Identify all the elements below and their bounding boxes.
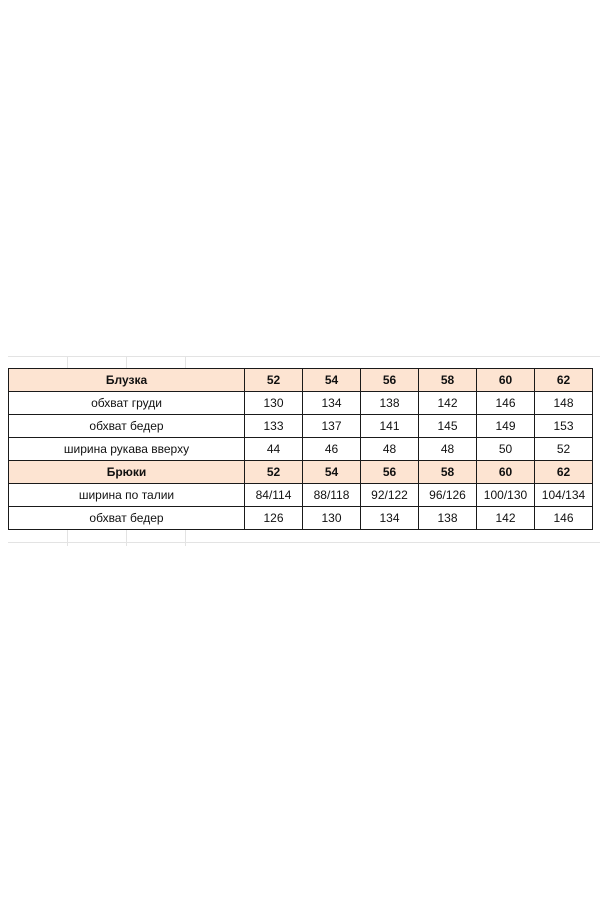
section-header-row — [9, 369, 593, 392]
row-label: обхват груди — [9, 392, 245, 415]
size-header: 52 — [245, 369, 303, 392]
table-row — [9, 484, 593, 507]
size-header: 62 — [535, 461, 593, 484]
section-title: Брюки — [9, 461, 245, 484]
cell-value: 84/114 — [245, 484, 303, 507]
row-label: ширина по талии — [9, 484, 245, 507]
cell-value: 126 — [245, 507, 303, 530]
cell-value: 44 — [245, 438, 303, 461]
size-header: 52 — [245, 461, 303, 484]
cell-value: 145 — [419, 415, 477, 438]
cell-value: 142 — [419, 392, 477, 415]
cell-value: 133 — [245, 415, 303, 438]
size-header: 60 — [477, 461, 535, 484]
cell-value: 50 — [477, 438, 535, 461]
cell-value: 137 — [303, 415, 361, 438]
cell-value: 134 — [361, 507, 419, 530]
cell-value: 146 — [535, 507, 593, 530]
cell-value: 153 — [535, 415, 593, 438]
size-header: 54 — [303, 461, 361, 484]
gridline — [8, 356, 600, 357]
table-row — [9, 438, 593, 461]
cell-value: 138 — [419, 507, 477, 530]
cell-value: 142 — [477, 507, 535, 530]
table-row — [9, 507, 593, 530]
size-header: 58 — [419, 461, 477, 484]
size-header: 62 — [535, 369, 593, 392]
cell-value: 130 — [245, 392, 303, 415]
section-title: Блузка — [9, 369, 245, 392]
size-header: 56 — [361, 369, 419, 392]
table-row — [9, 415, 593, 438]
table-row — [9, 392, 593, 415]
cell-value: 52 — [535, 438, 593, 461]
cell-value: 46 — [303, 438, 361, 461]
size-header: 54 — [303, 369, 361, 392]
gridline — [8, 542, 600, 543]
row-label: обхват бедер — [9, 415, 245, 438]
spreadsheet-area — [8, 356, 600, 546]
size-header: 58 — [419, 369, 477, 392]
cell-value: 104/134 — [535, 484, 593, 507]
cell-value: 100/130 — [477, 484, 535, 507]
cell-value: 148 — [535, 392, 593, 415]
size-header: 60 — [477, 369, 535, 392]
cell-value: 88/118 — [303, 484, 361, 507]
cell-value: 92/122 — [361, 484, 419, 507]
row-label: обхват бедер — [9, 507, 245, 530]
section-header-row — [9, 461, 593, 484]
size-chart-table — [8, 368, 593, 530]
cell-value: 48 — [419, 438, 477, 461]
cell-value: 96/126 — [419, 484, 477, 507]
row-label: ширина рукава вверху — [9, 438, 245, 461]
cell-value: 134 — [303, 392, 361, 415]
cell-value: 146 — [477, 392, 535, 415]
cell-value: 130 — [303, 507, 361, 530]
cell-value: 138 — [361, 392, 419, 415]
cell-value: 141 — [361, 415, 419, 438]
size-header: 56 — [361, 461, 419, 484]
cell-value: 149 — [477, 415, 535, 438]
cell-value: 48 — [361, 438, 419, 461]
